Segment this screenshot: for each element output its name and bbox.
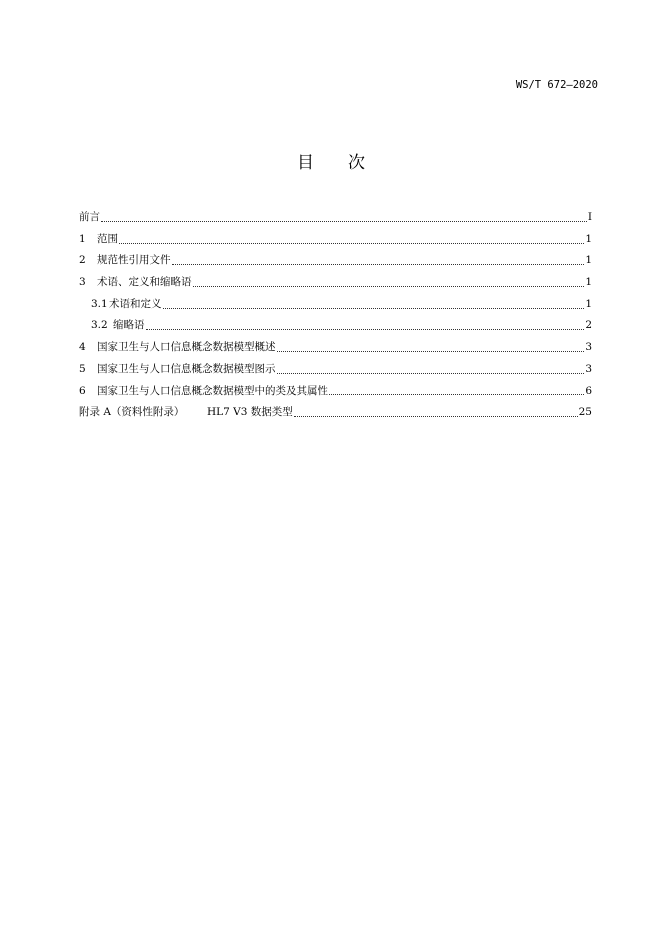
- toc-leader-dots: [172, 255, 585, 265]
- toc-entry-normative-references[interactable]: [79, 250, 592, 272]
- title-char-1: 目: [297, 153, 314, 173]
- title-char-2: 次: [348, 153, 365, 173]
- toc-page-number: I: [587, 211, 592, 223]
- toc-page-number: 2: [585, 319, 592, 332]
- toc-entry-model-overview[interactable]: [79, 337, 592, 359]
- toc-entry-foreword[interactable]: [79, 207, 592, 229]
- toc-entry-terms[interactable]: [79, 272, 592, 294]
- toc-entry-text: 缩略语: [113, 319, 145, 332]
- toc-entry-text: HL7 V3 数据类型: [207, 406, 293, 419]
- toc-page-number: 25: [578, 406, 592, 419]
- toc-entry-abbreviations[interactable]: [79, 315, 592, 337]
- toc-entry-number: 5: [79, 362, 86, 375]
- toc-page-number: 1: [585, 232, 592, 245]
- toc-entry-appendix-a[interactable]: [79, 402, 592, 424]
- toc-entry-scope[interactable]: [79, 229, 592, 251]
- toc-leader-dots: [277, 342, 585, 352]
- page-title: [0, 148, 662, 173]
- toc-leader-dots: [163, 299, 585, 309]
- toc-entry-text: 规范性引用文件: [97, 254, 171, 267]
- toc-page-number: 1: [585, 254, 592, 267]
- toc-leader-dots: [101, 212, 587, 222]
- toc-entry-number: 3.2: [91, 319, 108, 332]
- toc-page-number: 1: [585, 297, 592, 310]
- toc-page-number: 3: [585, 341, 592, 354]
- toc-leader-dots: [119, 234, 584, 244]
- toc-entry-number: 3.1: [91, 297, 108, 310]
- toc-entry-text: 术语、定义和缩略语: [97, 276, 192, 289]
- toc-entry-text: 国家卫生与人口信息概念数据模型图示: [97, 362, 276, 375]
- toc-entry-text: 范围: [97, 232, 118, 245]
- toc-entry-number: 1: [79, 232, 86, 245]
- toc-leader-dots: [193, 277, 585, 287]
- table-of-contents: [79, 207, 592, 424]
- toc-entry-number: 附录 A（资料性附录）: [79, 406, 185, 419]
- toc-entry-text: 国家卫生与人口信息概念数据模型中的类及其属性: [97, 384, 328, 397]
- toc-entry-number: 6: [79, 384, 86, 397]
- toc-page-number: 3: [585, 362, 592, 375]
- toc-leader-dots: [277, 364, 585, 374]
- toc-entry-model-classes[interactable]: [79, 381, 592, 403]
- toc-page-number: 6: [585, 384, 592, 397]
- toc-entry-model-diagram[interactable]: [79, 359, 592, 381]
- toc-entry-number: 3: [79, 276, 86, 289]
- toc-leader-dots: [146, 320, 585, 330]
- toc-leader-dots: [294, 407, 578, 417]
- toc-entry-text: 前言: [79, 211, 100, 223]
- toc-page-number: 1: [585, 276, 592, 289]
- toc-entry-terms-definitions[interactable]: [79, 294, 592, 316]
- toc-entry-text: 术语和定义: [109, 297, 162, 310]
- toc-leader-dots: [329, 385, 584, 395]
- toc-entry-number: 2: [79, 254, 86, 267]
- standard-code: WS/T 672—2020: [515, 79, 598, 91]
- toc-entry-number: 4: [79, 341, 86, 354]
- toc-entry-text: 国家卫生与人口信息概念数据模型概述: [97, 341, 276, 354]
